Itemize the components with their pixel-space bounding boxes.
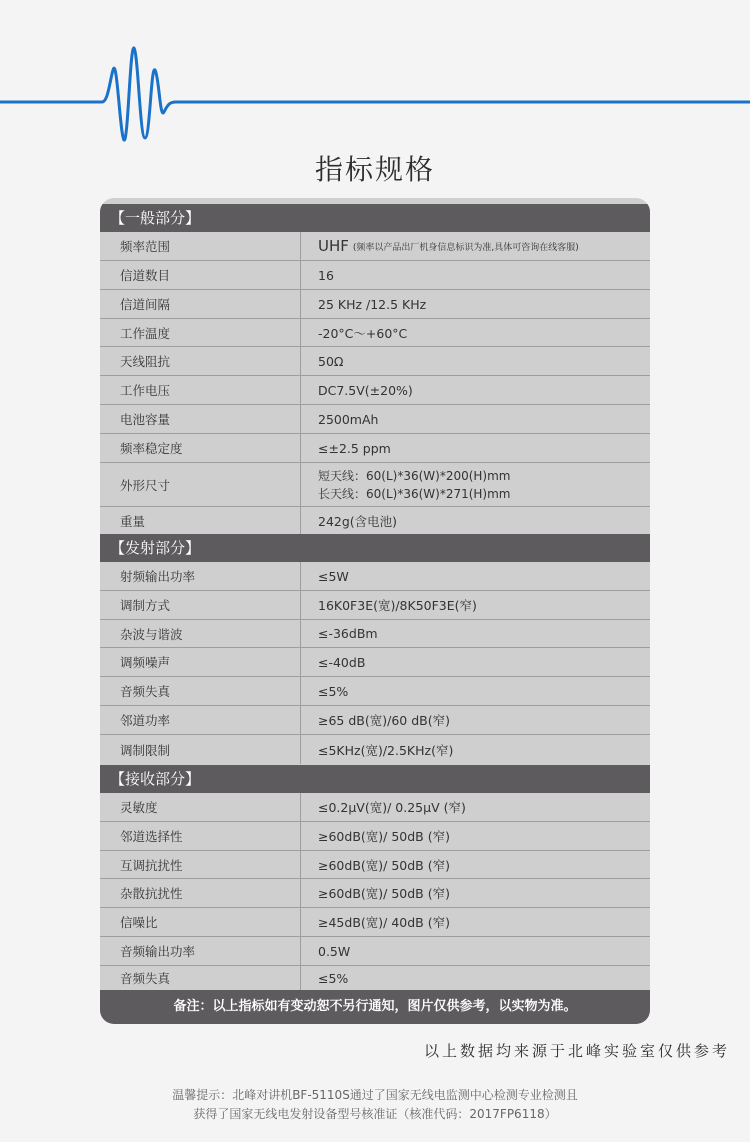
spec-label: 信道间隔 (120, 297, 171, 312)
spec-value: ≥65 dB(宽)/60 dB(窄) (318, 713, 450, 728)
table-row (100, 851, 650, 879)
table-row (100, 376, 650, 405)
table-row (100, 793, 650, 822)
spec-value: 242g(含电池) (318, 513, 398, 529)
spec-value: ≥60dB(宽)/ 50dB (窄) (318, 829, 450, 844)
table-row (100, 261, 650, 290)
spec-value: 25 KHz /12.5 KHz (318, 296, 427, 312)
section-heading-receive: 【接收部分】 (100, 765, 650, 793)
spec-value-line: 长天线：60(L)*36(W)*271(H)mm (318, 486, 511, 501)
spec-value: ≥60dB(宽)/ 50dB (窄) (318, 857, 450, 873)
table-row (100, 620, 650, 648)
table-row (100, 463, 650, 507)
source-note: 以上数据均来源于北峰实验室仅供参考 (423, 1042, 730, 1060)
spec-value: ≥45dB(宽)/ 40dB (窄) (318, 915, 450, 930)
table-row (100, 591, 650, 620)
spec-label: 调频噪声 (120, 655, 171, 670)
spec-label: 频率稳定度 (120, 441, 183, 456)
table-row (100, 677, 650, 706)
spec-value-note: (频率以产品出厂机身信息标识为准,具体可咨询在线客服) (352, 242, 579, 253)
table-row (100, 507, 650, 534)
table-row (100, 290, 650, 319)
spec-label: 射频输出功率 (120, 569, 196, 584)
table-row (100, 822, 650, 851)
table-row (100, 937, 650, 966)
table-row (100, 319, 650, 347)
spec-value: 16K0F3E(宽)/8K50F3E(窄) (318, 598, 477, 613)
spec-table (100, 198, 650, 1024)
spec-value: ≤5% (318, 970, 349, 986)
spec-value-main: UHF (318, 237, 349, 255)
spec-label: 信噪比 (120, 915, 158, 930)
table-row (100, 879, 650, 908)
table-row (100, 735, 650, 764)
spec-value: ≤0.2µV(宽)/ 0.25µV (窄) (318, 800, 466, 815)
spec-value: ≤5W (318, 568, 349, 584)
spec-label: 音频失真 (120, 971, 171, 986)
spec-label: 邻道功率 (120, 713, 171, 728)
table-row (100, 347, 650, 376)
table-row (100, 706, 650, 735)
spec-value: 16 (318, 267, 334, 283)
footer-note: 备注：以上指标如有变动恕不另行通知，图片仅供参考，以实物为准。 (100, 990, 650, 1024)
table-row (100, 232, 650, 261)
spec-value: DC7.5V(±20%) (318, 382, 413, 398)
spec-value: ≤-36dBm (318, 626, 378, 641)
table-row (100, 434, 650, 463)
table-row (100, 648, 650, 677)
section-heading-transmit: 【发射部分】 (100, 534, 650, 562)
spec-label: 杂波与谐波 (120, 626, 183, 642)
spec-value: 0.5W (318, 943, 351, 959)
spec-label: 调制限制 (120, 742, 171, 758)
spec-value (318, 463, 511, 506)
spec-value: 50Ω (318, 353, 344, 369)
spec-label: 重量 (120, 513, 146, 529)
spec-value: ≥60dB(宽)/ 50dB (窄) (318, 886, 450, 901)
spec-value: ≤5% (318, 683, 349, 699)
page-title: 指标规格 (314, 153, 435, 186)
spec-label: 音频输出功率 (120, 944, 196, 959)
spec-value: ≤±2.5 ppm (318, 440, 391, 456)
table-row (100, 562, 650, 591)
spec-label: 工作电压 (120, 383, 171, 398)
spec-label: 工作温度 (120, 325, 171, 341)
spec-label: 邻道选择性 (120, 829, 183, 844)
tip-line-1: 温馨提示：北峰对讲机BF-5110S通过了国家无线电监测中心检测专业检测且 (172, 1088, 578, 1102)
spec-label: 频率范围 (120, 239, 171, 254)
spec-label: 灵敏度 (120, 800, 158, 815)
spec-label: 互调抗扰性 (120, 857, 183, 873)
spec-value (318, 232, 579, 260)
waveform-decoration (0, 40, 750, 150)
spec-value-line: 短天线：60(L)*36(W)*200(H)mm (318, 468, 511, 483)
spec-value: ≤-40dB (318, 654, 366, 670)
table-row (100, 405, 650, 434)
spec-value: -20°C～+60°C (318, 325, 408, 341)
spec-label: 天线阻抗 (120, 354, 171, 369)
spec-value: 2500mAh (318, 411, 379, 427)
tip-line-2: 获得了国家无线电发射设备型号核准证（核准代码：2017FP6118） (193, 1107, 557, 1121)
table-row (100, 966, 650, 990)
spec-label: 外形尺寸 (120, 477, 171, 493)
spec-label: 电池容量 (120, 412, 171, 427)
spec-label: 调制方式 (120, 598, 171, 613)
spec-label: 杂散抗扰性 (120, 886, 183, 901)
spec-label: 音频失真 (120, 684, 171, 699)
section-heading-general: 【一般部分】 (100, 204, 650, 232)
spec-label: 信道数目 (120, 268, 171, 283)
table-row (100, 908, 650, 937)
spec-value: ≤5KHz(宽)/2.5KHz(窄) (318, 742, 454, 758)
